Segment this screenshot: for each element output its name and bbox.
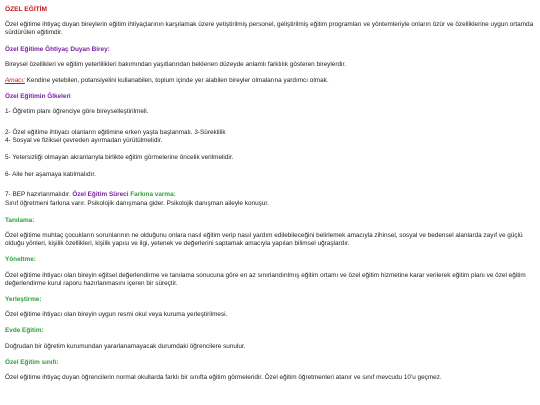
ozel-egitim-sureci-heading: Özel Eğitim Süreci [72, 191, 129, 199]
farkina-varma-paragraph: Sınıf öğretmeni farkına varır. Psikolojik danışmana gider. Psikolojik danışman aileyle konuşur. [5, 199, 269, 207]
ilke-item-1: 1- Öğretim planı öğrenciye göre bireyselleştirilmeli. [5, 108, 149, 116]
ilke-item-2: 2- Özel eğitime ihtiyacı olanların eğitimine erken yaşta başlanmalı. 3-Süreklilik [5, 128, 226, 136]
tanilama-heading: Tanılama: [5, 216, 35, 224]
evde-egitim-paragraph: Doğrudan bir öğretim kurumundan yararlanamayacak durumdaki öğrencilere sunulur. [5, 342, 246, 350]
ozel-egitim-sinifi-heading: Özel Eğitim sınıfı: [5, 358, 59, 366]
yoneltme-paragraph: Özel eğitime ihtiyacı olan bireyin eğitsel değerlendirme ve tanılama sonucuna göre en az sınırlandırılmış eğitim ortamı ve özel eğitim hizmetine karar verilerek eğitim planı ve özel eğitim değerlendirme kurul raporu hazırlanmasını içeren bir süreçtir. [5, 271, 526, 287]
yoneltme-heading: Yöneltme: [5, 256, 36, 264]
yerlestirme-heading: Yerleştirme: [5, 296, 42, 304]
ilke-item-7-text: 7- BEP hazırlanmalıdır. [5, 191, 73, 199]
birey-heading: Özel Eğitime Ğhtiyaç Duyan Birey: [5, 45, 110, 53]
tanilama-paragraph: Özel eğitime muhtaç çocukların sorunlarının ne olduğunu onlara nasıl eğitim verip nasıl yardım edilebileceğini belirlemek amacıyla zihinsel, sosyal ve bedensel alanlarda zayıf ve güçlü olduğu yönleri, kişilik özellikleri, kişilik yapısı ve ilgi, yetenek ve değerlerini saptamak amacıyla yapılan bilimsel uğraşlardır. [5, 232, 523, 248]
amac-text: Kendine yetebilen, potansiyelini kullanabilen, toplum içinde yer alabilen bireyler olmalarına yardımcı olmak. [24, 77, 329, 85]
ilke-item-6: 6- Aile her aşamaya katılmalıdır. [5, 171, 96, 179]
ozel-egitim-sinifi-paragraph: Özel eğitime ihtiyaç duyan öğrencilerin normal okullarda farklı bir sınıfta eğitim görmeleridir. Özel eğitim öğretmenleri atanır ve sınıf mevcudu 10'u geçmez. [5, 374, 442, 382]
evde-egitim-heading: Evde Eğitim: [5, 327, 44, 335]
page-title: ÖZEL EĞİTİM [5, 6, 48, 13]
farkina-varma-heading: Farkına varma: [130, 191, 176, 199]
ilkeler-heading: Özel Eğitimin Ğlkeleri [5, 93, 71, 101]
amac-paragraph [5, 77, 535, 85]
ilke-item-4: 4- Sosyal ve fiziksel çevreden ayırmadan yürütülmelidir. [5, 136, 163, 144]
ilke-item-7 [5, 191, 535, 199]
ilke-item-5: 5- Yetersizliği olmayan akranlarıyla birlikte eğitim görmelerine öncelik verilmelidir. [5, 154, 234, 162]
yerlestirme-paragraph: Özel eğitime ihtiyacı olan bireyin uygun resmi okul veya kuruma yerleştirilmesi. [5, 311, 228, 319]
intro-paragraph: Özel eğitime ihtiyaç duyan bireylerin eğitim ihtiyaçlarının karşılamak üzere yetiştirilmiş personel, geliştirilmiş eğitim programları ve yöntemleriyle onların özür ve özelliklerine uygun ortamda sürdürülen eğitimdir. [5, 21, 534, 37]
amac-label[interactable]: Amacı: [5, 77, 25, 85]
birey-paragraph: Bireysel özellikleri ve eğitim yeterlilikleri bakımından yaşıtlarından beklenen düzeyde anlamlı farklılık gösteren bireylerdir. [5, 60, 346, 68]
